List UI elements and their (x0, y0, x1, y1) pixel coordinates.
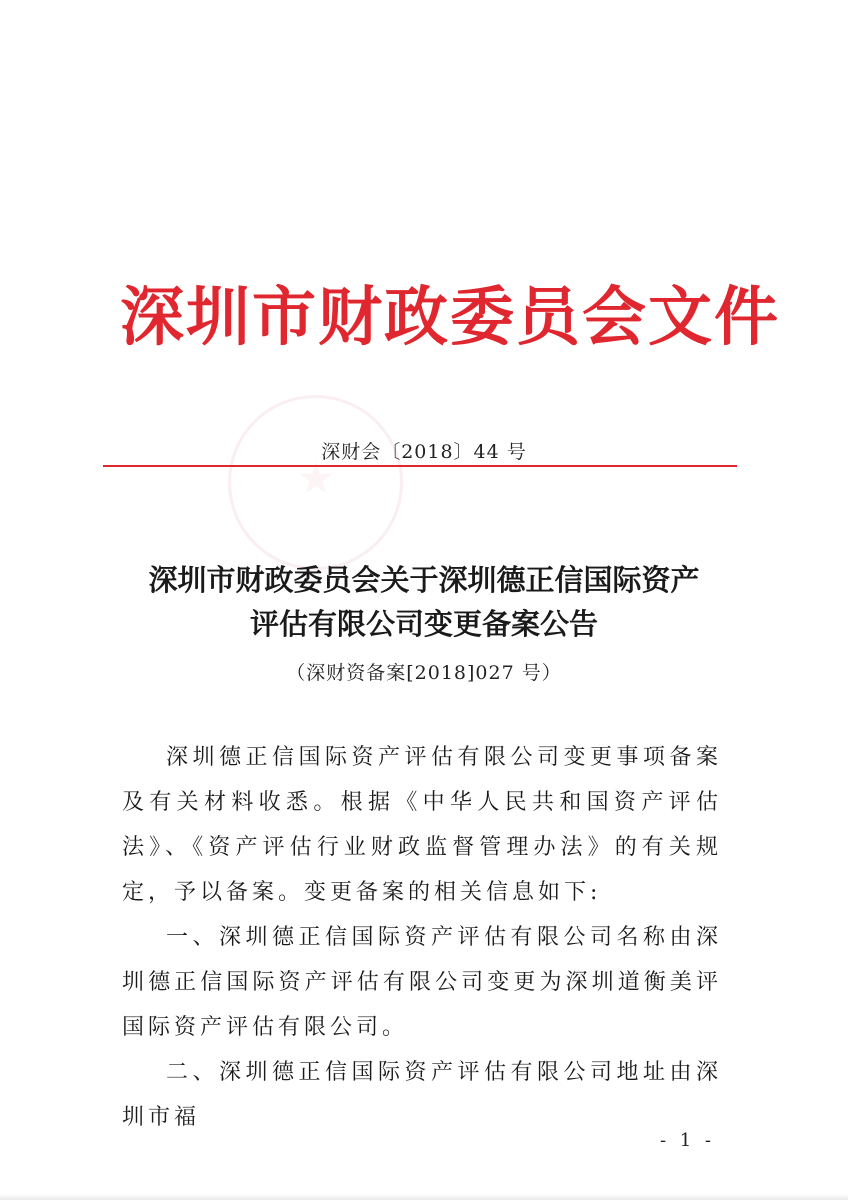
page-number: - 1 - (659, 1130, 715, 1151)
title-line-2: 评估有限公司变更备案公告 (249, 607, 598, 641)
document-number: 深财会〔2018〕44 号 (321, 441, 527, 463)
official-seal (228, 395, 403, 570)
masthead-title: 深圳市财政委员会文件 (120, 280, 780, 355)
title-line-1: 深圳市财政委员会关于深圳德正信国际资产 (148, 563, 700, 597)
red-divider-line (103, 465, 737, 467)
body-text (122, 735, 722, 1140)
scan-edge (0, 1194, 848, 1200)
paragraph: 一、深圳德正信国际资产评估有限公司名称由深圳德正信国际资产评估有限公司变更为深圳道衡美评国际资产评估有限公司。 (122, 925, 722, 1040)
paragraph: 深圳德正信国际资产评估有限公司变更事项备案及有关材料收悉。根据《中华人民共和国资产评估法》、《资产评估行业财政监督管理办法》的有关规定，予以备案。变更备案的相关信息如下: (122, 745, 722, 905)
announcement-title (90, 558, 758, 646)
paragraph: 二、深圳德正信国际资产评估有限公司地址由深圳市福 (122, 1060, 722, 1130)
filing-number: （深财资备案[2018]027 号） (286, 662, 562, 684)
